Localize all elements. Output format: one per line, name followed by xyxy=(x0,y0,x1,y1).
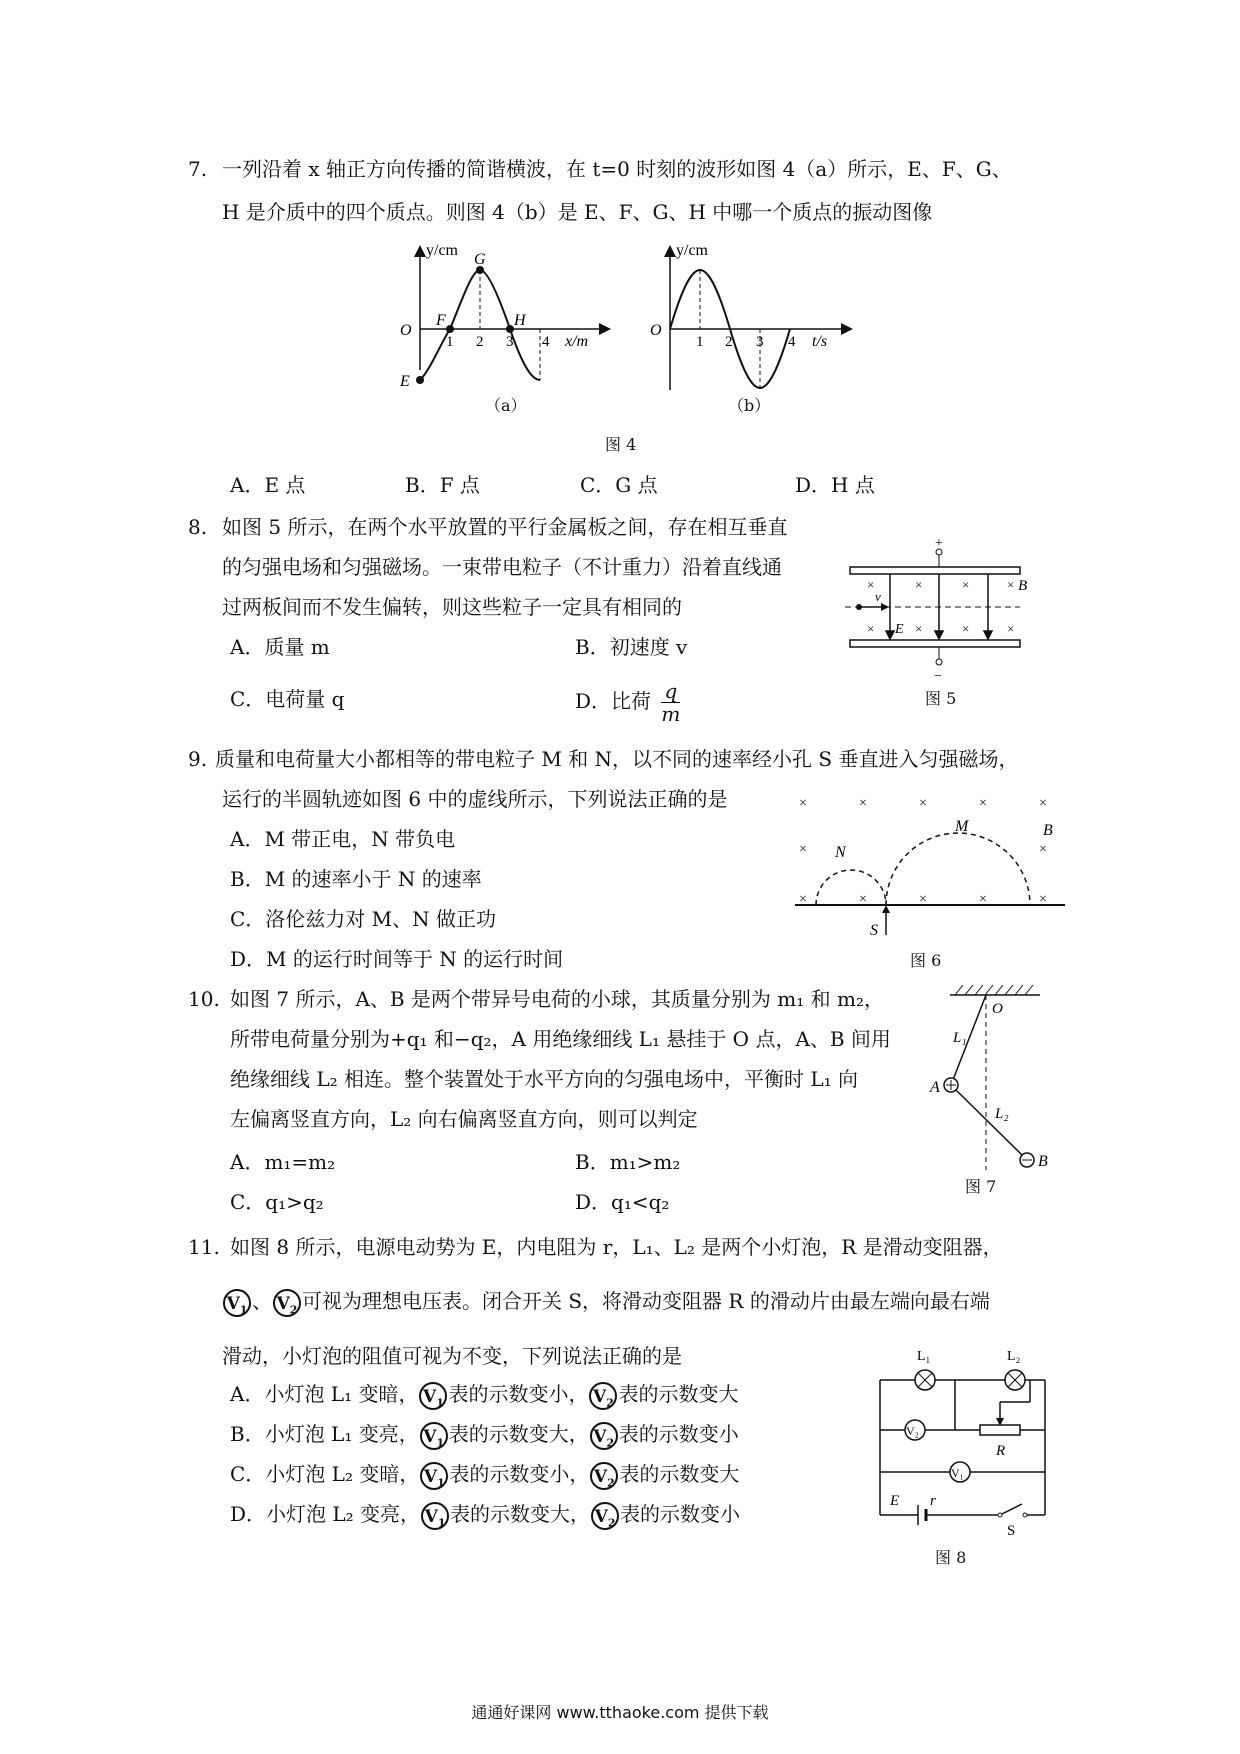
svg-text:L₂: L₂ xyxy=(995,1106,1009,1122)
voltmeter-v1-icon: $V_1$ xyxy=(421,1502,449,1530)
svg-text:E: E xyxy=(895,622,904,637)
voltmeter-v1-icon: $V_1$ xyxy=(419,1382,447,1410)
graph-a-xlabel: x/m xyxy=(565,333,589,350)
svg-text:E: E xyxy=(890,1493,900,1509)
svg-text:×: × xyxy=(1007,621,1015,636)
svg-text:F: F xyxy=(436,312,446,329)
svg-text:×: × xyxy=(1007,577,1015,592)
svg-text:E: E xyxy=(400,373,410,390)
svg-text:×: × xyxy=(867,621,875,636)
svg-text:H: H xyxy=(514,312,526,329)
svg-text:×: × xyxy=(859,796,867,811)
q11-option-b: B．小灯泡 L₁ 变亮， $V_1$ 表的示数变大， $V_2$ 表的示数变小 xyxy=(230,1422,739,1449)
q11-line-2: $V_1$ 、 $V_2$ 可视为理想电压表。闭合开关 S，将滑动变阻器 R 的滑动片由最左端向最右端 xyxy=(222,1282,990,1320)
svg-text:B: B xyxy=(1018,578,1028,594)
svg-text:B: B xyxy=(1038,1153,1048,1170)
svg-text:r: r xyxy=(930,1493,936,1509)
q9-option-d: D．M 的运行时间等于 N 的运行时间 xyxy=(230,947,564,971)
svg-text:×: × xyxy=(979,892,987,907)
svg-text:+: + xyxy=(935,536,943,551)
q9-option-c: C．洛伦兹力对 M、N 做正功 xyxy=(230,907,496,931)
svg-text:M: M xyxy=(955,818,969,835)
svg-text:S: S xyxy=(870,922,878,939)
voltmeter-v2-icon: $V_2$ xyxy=(590,1462,618,1490)
q11-line-3: 滑动，小灯泡的阻值可视为不变，下列说法正确的是 xyxy=(222,1344,682,1368)
figure-8-circuit xyxy=(860,1340,1060,1540)
svg-text:1: 1 xyxy=(696,334,704,350)
svg-text:×: × xyxy=(962,621,970,636)
voltmeter-v2-icon: $V_2$ xyxy=(590,1422,618,1450)
svg-text:×: × xyxy=(1039,796,1047,811)
figure-6-caption: 图 6 xyxy=(910,951,942,970)
svg-text:O: O xyxy=(650,322,662,339)
q8-option-d: D．比荷 $\frac{q}{m}$ xyxy=(575,679,681,726)
svg-text:×: × xyxy=(919,796,927,811)
svg-text:A: A xyxy=(930,1079,940,1096)
svg-text:×: × xyxy=(979,796,987,811)
q11-option-d: D．小灯泡 L₂ 变亮， $V_1$ 表的示数变大， $V_2$ 表的示数变小 xyxy=(230,1502,741,1529)
q9-option-a: A．M 带正电，N 带负电 xyxy=(230,827,456,851)
svg-text:B: B xyxy=(1043,822,1053,839)
q9-number: 9. xyxy=(188,747,208,771)
svg-text:L₂: L₂ xyxy=(1007,1349,1021,1364)
q7-option-d: D．H 点 xyxy=(795,473,875,497)
q9-line-2: 运行的半圆轨迹如图 6 中的虚线所示，下列说法正确的是 xyxy=(222,787,728,811)
q8-line-1: 如图 5 所示，在两个水平放置的平行金属板之间，存在相互垂直 xyxy=(222,515,788,539)
q10-number: 10. xyxy=(188,987,220,1011)
q7-number: 7. xyxy=(188,157,208,181)
voltmeter-v1-icon: $V_1$ xyxy=(420,1462,448,1490)
svg-text:×: × xyxy=(1039,842,1047,857)
q10-option-a: A．m₁=m₂ xyxy=(230,1150,336,1174)
q9-option-b: B．M 的速率小于 N 的速率 xyxy=(230,867,482,891)
figure-5-parallel-plates xyxy=(845,535,1035,685)
svg-text:×: × xyxy=(1039,892,1047,907)
svg-text:O: O xyxy=(992,1001,1003,1017)
q11-option-c: C．小灯泡 L₂ 变暗， $V_1$ 表的示数变小， $V_2$ 表的示数变大 xyxy=(230,1462,740,1489)
q7-option-c: C．G 点 xyxy=(580,473,658,497)
q10-option-c: C．q₁>q₂ xyxy=(230,1190,324,1214)
graph-a-ylabel: y/cm xyxy=(426,242,458,259)
svg-text:L₁: L₁ xyxy=(917,1349,931,1364)
svg-text:3: 3 xyxy=(506,334,514,350)
svg-text:2: 2 xyxy=(725,334,733,350)
svg-text:R: R xyxy=(996,1443,1006,1459)
figure-4-caption: 图 4 xyxy=(605,435,637,454)
q11-number: 11. xyxy=(188,1235,220,1259)
svg-text:4: 4 xyxy=(542,334,550,350)
charge-mass-ratio-fraction: $\frac{q}{m}$ xyxy=(661,679,681,726)
wave-graph-a xyxy=(390,240,620,415)
footer-source: 通通好课网 www.tthaoke.com 提供下载 xyxy=(471,1703,769,1722)
svg-text:−: − xyxy=(934,669,942,684)
svg-text:×: × xyxy=(915,621,923,636)
q8-option-c: C．电荷量 q xyxy=(230,687,345,711)
graph-b-ylabel: y/cm xyxy=(676,242,708,259)
svg-text:O: O xyxy=(400,322,412,339)
voltmeter-v2-icon: $V_2$ xyxy=(273,1289,301,1317)
q7-option-b: B．F 点 xyxy=(405,473,480,497)
svg-text:v: v xyxy=(875,589,881,604)
svg-text:N: N xyxy=(835,844,846,861)
q8-line-3: 过两板间而不发生偏转，则这些粒子一定具有相同的 xyxy=(222,595,682,619)
svg-text:×: × xyxy=(915,577,923,592)
figure-7-caption: 图 7 xyxy=(965,1177,997,1196)
q10-line-1: 如图 7 所示，A、B 是两个带异号电荷的小球，其质量分别为 m₁ 和 m₂， xyxy=(230,987,884,1011)
figure-6-magnetic-field xyxy=(795,795,1065,945)
q8-option-a: A．质量 m xyxy=(230,635,330,659)
q10-line-2: 所带电荷量分别为+q₁ 和−q₂，A 用绝缘细线 L₁ 悬挂于 O 点，A、B 间用 xyxy=(230,1027,891,1051)
voltmeter-v1-icon: $V_1$ xyxy=(223,1289,251,1317)
svg-text:×: × xyxy=(799,892,807,907)
q7-option-a: A．E 点 xyxy=(230,473,306,497)
svg-text:4: 4 xyxy=(788,334,796,350)
q8-number: 8. xyxy=(188,515,208,539)
svg-text:V₂: V₂ xyxy=(906,1424,919,1438)
q11-option-a: A．小灯泡 L₁ 变暗， $V_1$ 表的示数变小， $V_2$ 表的示数变大 xyxy=(230,1382,739,1409)
figure-8-caption: 图 8 xyxy=(935,1548,967,1567)
svg-text:S: S xyxy=(1007,1523,1016,1539)
voltmeter-v2-icon: $V_2$ xyxy=(591,1502,619,1530)
figure-5-caption: 图 5 xyxy=(925,689,957,708)
sub-caption-a: （a） xyxy=(485,396,527,415)
svg-text:L₁: L₁ xyxy=(953,1030,967,1046)
vibration-graph-b xyxy=(640,240,860,415)
q10-line-4: 左偏离竖直方向，L₂ 向右偏离竖直方向，则可以判定 xyxy=(230,1107,698,1131)
voltmeter-v2-icon: $V_2$ xyxy=(589,1382,617,1410)
svg-text:×: × xyxy=(859,892,867,907)
q7-line-1: 一列沿着 x 轴正方向传播的简谐横波，在 t=0 时刻的波形如图 4（a）所示，E、F、G、 xyxy=(222,157,1012,181)
svg-text:2: 2 xyxy=(476,334,484,350)
q9-line-1: 质量和电荷量大小都相等的带电粒子 M 和 N，以不同的速率经小孔 S 垂直进入匀强磁场， xyxy=(215,747,1019,771)
q7-line-2: H 是介质中的四个质点。则图 4（b）是 E、F、G、H 中哪一个质点的振动图像 xyxy=(222,200,933,224)
voltmeter-v1-icon: $V_1$ xyxy=(420,1422,448,1450)
q10-line-3: 绝缘细线 L₂ 相连。整个装置处于水平方向的匀强电场中，平衡时 L₁ 向 xyxy=(230,1067,859,1091)
q10-option-d: D．q₁<q₂ xyxy=(575,1190,670,1214)
sub-caption-b: （b） xyxy=(728,396,771,415)
q11-line-1: 如图 8 所示，电源电动势为 E，内电阻为 r，L₁、L₂ 是两个小灯泡，R 是滑动变阻器， xyxy=(230,1235,1003,1259)
svg-text:×: × xyxy=(919,892,927,907)
svg-text:×: × xyxy=(962,577,970,592)
svg-text:×: × xyxy=(799,842,807,857)
q8-line-2: 的匀强电场和匀强磁场。一束带电粒子（不计重力）沿着直线通 xyxy=(222,555,782,579)
svg-text:G: G xyxy=(474,251,486,268)
q8-option-b: B．初速度 v xyxy=(575,635,688,659)
q10-option-b: B．m₁>m₂ xyxy=(575,1150,681,1174)
svg-text:V₁: V₁ xyxy=(951,1466,964,1480)
svg-text:×: × xyxy=(799,796,807,811)
svg-text:3: 3 xyxy=(756,334,764,350)
figure-7-pendulum xyxy=(920,980,1060,1180)
svg-text:×: × xyxy=(867,577,875,592)
svg-text:1: 1 xyxy=(446,334,454,350)
graph-b-xlabel: t/s xyxy=(812,333,828,350)
